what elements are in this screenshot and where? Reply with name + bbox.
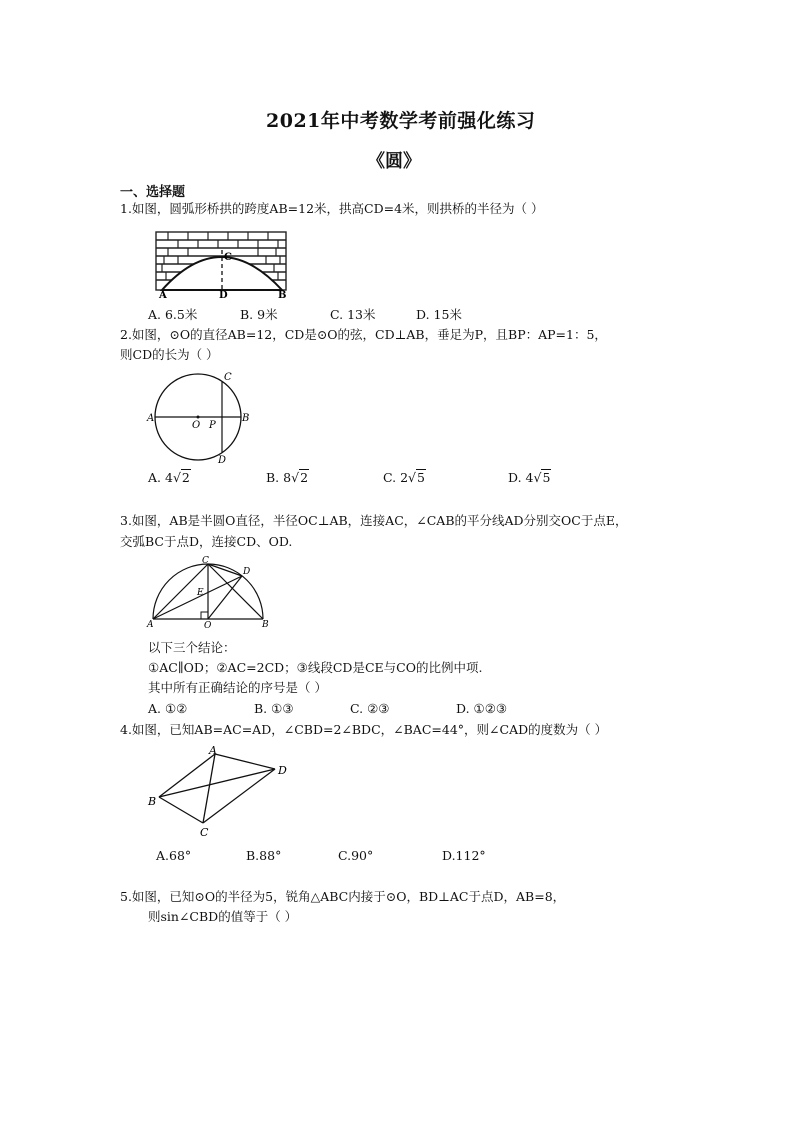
page-title: 2021年中考数学考前强化练习 bbox=[266, 110, 536, 132]
label-B: B bbox=[262, 620, 269, 630]
question-4-figure bbox=[145, 745, 295, 840]
label-C: C bbox=[224, 372, 232, 383]
question-3-figure bbox=[145, 555, 275, 630]
question-3-text-line1: 3.如图，AB是半圆O直径，半径OC⊥AB，连接AC，∠CAB的平分线AD分别交OC于点E， bbox=[120, 513, 628, 528]
q3-option-c: C. ②③ bbox=[350, 701, 390, 716]
q1-option-b: B. 9米 bbox=[240, 307, 278, 322]
q1-option-d: D. 15米 bbox=[416, 307, 462, 322]
question-2-text-line2: 则CD的长为（ ） bbox=[120, 347, 219, 362]
question-1-text: 1.如图，圆弧形桥拱的跨度AB=12米，拱高CD=4米，则拱桥的半径为（ ） bbox=[120, 201, 544, 216]
question-2-figure bbox=[145, 370, 260, 465]
label-A: A bbox=[147, 620, 154, 630]
question-3-text-line2: 交弧BC于点D，连接CD、OD. bbox=[120, 534, 293, 549]
label-A: A bbox=[159, 290, 167, 298]
question-3-ask: 其中所有正确结论的序号是（ ） bbox=[148, 680, 327, 695]
q1-option-a: A. 6.5米 bbox=[148, 307, 198, 322]
label-D: D bbox=[278, 764, 287, 777]
q2-option-d: D. 4√5 bbox=[508, 470, 551, 485]
label-E: E bbox=[197, 588, 204, 598]
label-C: C bbox=[224, 252, 232, 263]
label-B: B bbox=[148, 795, 157, 808]
q4-option-b: B.88° bbox=[246, 848, 282, 863]
question-3-conclusion-intro: 以下三个结论： bbox=[148, 640, 236, 655]
question-2-text-line1: 2.如图，⊙O的直径AB=12，CD是⊙O的弦，CD⊥AB，垂足为P，且BP：AP=1：5， bbox=[120, 327, 607, 342]
question-1-figure bbox=[150, 228, 292, 298]
label-B: B bbox=[242, 413, 250, 424]
label-D: D bbox=[243, 567, 251, 577]
q4-option-d: D.112° bbox=[442, 848, 486, 863]
label-C: C bbox=[202, 556, 209, 566]
q2-option-a: A. 4√2 bbox=[148, 470, 190, 485]
q4-option-c: C.90° bbox=[338, 848, 374, 863]
label-P: P bbox=[209, 420, 216, 431]
q2-option-c: C. 2√5 bbox=[383, 470, 425, 485]
label-B: B bbox=[278, 290, 287, 298]
q2-option-b: B. 8√2 bbox=[266, 470, 309, 485]
label-C: C bbox=[200, 826, 209, 839]
label-A: A bbox=[147, 413, 155, 424]
question-3-conclusions: ①AC∥OD；②AC=2CD；③线段CD是CE与CO的比例中项. bbox=[148, 660, 483, 675]
question-5-text-line1: 5.如图，已知⊙O的半径为5，锐角△ABC内接于⊙O，BD⊥AC于点D，AB=8， bbox=[120, 889, 566, 904]
label-D: D bbox=[218, 455, 227, 465]
q3-option-a: A. ①② bbox=[148, 701, 188, 716]
q1-option-c: C. 13米 bbox=[330, 307, 376, 322]
question-4-text: 4.如图，已知AB=AC=AD，∠CBD=2∠BDC，∠BAC=44°，则∠CAD的度数为（ ） bbox=[120, 722, 608, 737]
q3-option-d: D. ①②③ bbox=[456, 701, 508, 716]
label-O: O bbox=[192, 420, 201, 431]
label-A: A bbox=[209, 745, 217, 757]
q4-option-a: A.68° bbox=[156, 848, 192, 863]
q3-option-b: B. ①③ bbox=[254, 701, 294, 716]
label-O: O bbox=[204, 621, 212, 630]
label-D: D bbox=[219, 290, 228, 298]
question-5-text-line2: 则sin∠CBD的值等于（ ） bbox=[148, 909, 298, 924]
section-heading: 一、选择题 bbox=[120, 185, 186, 200]
page-subtitle: 《圆》 bbox=[367, 151, 421, 172]
